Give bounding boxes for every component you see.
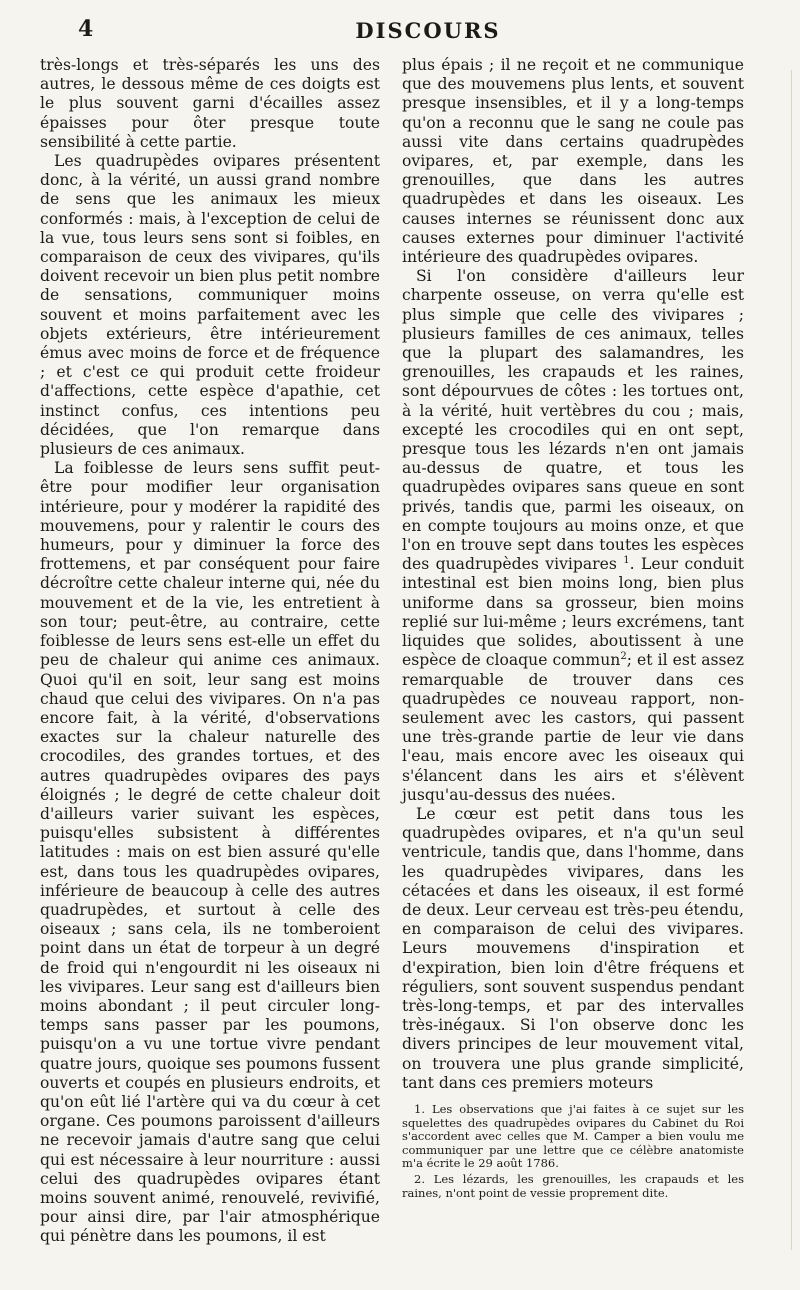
paragraph [402,267,744,805]
text-run: ; et il est assez remarquable de trouver dans ces quadrupèdes ce nouveau rapport, non-seulement avec les castors, qui passent une très-grande partie de leur vie dans l'eau, mais encore avec les oiseaux qui s'élancent dans les airs et s'élèvent jusqu'au-dessus des nuées. [402,651,744,804]
footnote: 1. Les observations que j'ai faites à ce sujet sur les squelettes des quadrupèdes ovipares du Cabinet du Roi s'accordent avec celles que M. Camper a bien voulu me communiquer par une lettre que ce célèbre anatomiste m'a écrite le 29 août 1786. [402,1101,744,1171]
page-header [36,16,760,46]
paragraph: Les quadrupèdes ovipares présentent donc, à la vérité, un aussi grand nombre de sens que les animaux les mieux conformés : mais, à l'exception de celui de la vue, tous leurs sens sont si foibles, en comparaison de ceux des vivipares, qu'ils doivent recevoir un bien plus petit nombre de sensations, communiquer moins souvent et moins parfaitement avec les objets extérieurs, être intérieurement émus avec moins de force et de fréquence ; et c'est ce qui produit cette froideur d'affections, cette espèce d'apathie, cet instinct confus, ces intentions peu décidées, que l'on remarque dans plusieurs de ces animaux. [40,152,380,459]
paragraph: très-longs et très-séparés les uns des autres, le dessous même de ces doigts est le plus souvent garni d'écailles assez épaisses pour ôter presque toute sensibilité à cette partie. [40,56,380,151]
footnote-ref: 2 [620,651,627,663]
paragraph: plus épais ; il ne reçoit et ne communique que des mouvemens plus lents, et souvent presque insensibles, et il y a long-temps qu'on a reconnu que le sang ne coule pas aussi vite dans certains quadrupèdes ovipares, et, par exemple, dans les grenouilles, que dans les autres quadrupèdes et dans les oiseaux. Les causes internes se réunissent donc aux causes externes pour diminuer l'activité intérieure des quadrupèdes ovipares. [402,56,744,267]
left-column [40,56,380,1247]
text-run: . Leur conduit intestinal est bien moins long, bien plus uniforme dans sa grosseur, bien moins replié sur lui-même ; leurs excrémens, tant liquides que solides, aboutissent à une espèce de cloaque commun [402,555,744,670]
paragraph: Le cœur est petit dans tous les quadrupèdes ovipares, et n'a qu'un seul ventricule, tandis que, dans l'homme, dans les quadrupèdes vivipares, dans les cétacées et dans les oiseaux, il est formé de deux. Leur cerveau est très-peu étendu, en comparaison de celui des vivipares. Leurs mouvemens d'inspiration et d'expiration, bien loin d'être fréquens et réguliers, sont souvent suspendus pendant très-long-temps, et par des intervalles très-inégaux. Si l'on observe donc les divers principes de leur mouvement vital, on trouvera une plus grande simplicité, tant dans ces premiers moteurs [402,804,744,1092]
footnotes [402,1103,744,1200]
page-edge-divider [791,70,792,1250]
footnote: 2. Les lézards, les grenouilles, les crapauds et les raines, n'ont point de vessie proprement dite. [402,1171,744,1200]
right-column [402,56,744,1202]
paragraph: La foiblesse de leurs sens suffit peut-être pour modifier leur organisation intérieure, pour y modérer la rapidité des mouvemens, pour y ralentir le cours des humeurs, pour y diminuer la force des frottemens, et par conséquent pour faire décroître cette chaleur interne qui, née du mouvement et de la vie, les entretient à son tour; peut-être, au contraire, cette foiblesse de leurs sens est-elle un effet du peu de chaleur qui anime ces animaux. Quoi qu'il en soit, leur sang est moins chaud que celui des vivipares. On n'a pas encore fait, à la vérité, d'observations exactes sur la chaleur naturelle des crocodiles, des grandes tortues, et des autres quadrupèdes ovipares des pays éloignés ; le degré de cette chaleur doit d'ailleurs varier suivant les espèces, puisqu'elles subsistent à différentes latitudes : mais on est bien assuré qu'elle est, dans tous les quadrupèdes ovipares, inférieure de beaucoup à celle des autres quadrupèdes, et surtout à celle des oiseaux ; sans cela, ils ne tomberoient point dans un état de torpeur à un degré de froid qui n'engourdit ni les oiseaux ni les vivipares. Leur sang est d'ailleurs bien moins abondant ; il peut circuler long-temps sans passer par les poumons, puisqu'on a vu une tortue vivre pendant quatre jours, quoique ses poumons fussent ouverts et coupés en plusieurs endroits, et qu'on eût lié l'artère qui va du cœur à cet organe. Ces poumons paroissent d'ailleurs ne recevoir jamais d'autre sang que celui qui est nécessaire à leur nourriture : aussi celui des quadrupèdes ovipares étant moins souvent animé, renouvelé, revivifié, pour ainsi dire, par l'air atmosphérique qui pénètre dans les poumons, il est [40,459,380,1246]
page-number: 4 [78,16,94,42]
running-title: DISCOURS [355,18,501,43]
text-run: Si l'on considère d'ailleurs leur charpente osseuse, on verra qu'elle est plus simple que celle des vivipares ; plusieurs familles de ces animaux, telles que la plupart des salamandres, les grenouilles, les crapauds et les raines, sont dépourvues de côtes : les tortues ont, à la vérité, huit vertèbres du cou ; mais, excepté les crocodiles qui en ont sept, presque tous les lézards n'en ont jamais au-dessus de quatre, et tous les quadrupèdes ovipares sans queue en sont privés, tandis que, parmi les oiseaux, on en compte toujours au moins onze, et que l'on en trouve sept dans toutes les espèces des quadrupèdes vivipares [402,267,744,574]
footnote-ref: 1 [623,555,630,567]
